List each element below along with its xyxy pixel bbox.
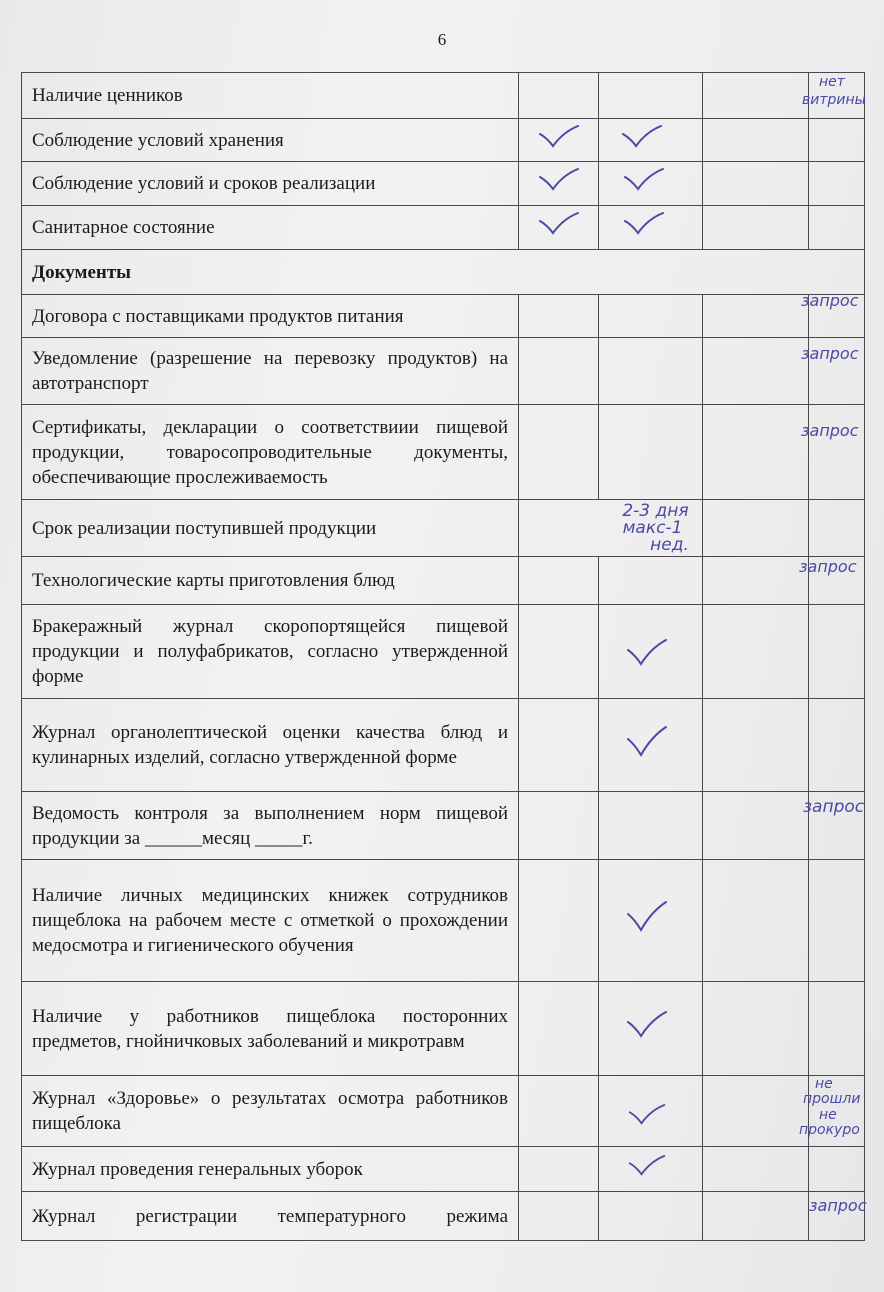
handwritten-remark: запрос bbox=[801, 344, 859, 363]
criterion-label: Санитарное состояние bbox=[22, 206, 519, 250]
mark-cell bbox=[519, 1147, 599, 1192]
criterion-label: Срок реализации поступившей продукции bbox=[22, 500, 519, 557]
mark-cell bbox=[519, 1076, 599, 1147]
mark-cell bbox=[519, 162, 599, 206]
mark-cell bbox=[599, 860, 703, 982]
mark-cell bbox=[703, 557, 809, 605]
handwritten-remark: запрос bbox=[801, 421, 859, 440]
remark-cell bbox=[809, 699, 865, 792]
mark-cell bbox=[703, 860, 809, 982]
mark-cell bbox=[599, 1076, 703, 1147]
handwritten-remark: не bbox=[819, 1107, 837, 1123]
mark-cell bbox=[703, 699, 809, 792]
checkmark-icon bbox=[622, 167, 666, 193]
table-row bbox=[22, 338, 865, 405]
table-row bbox=[22, 295, 865, 338]
criterion-label: Журнал проведения генеральных уборок bbox=[22, 1147, 519, 1192]
checkmark-icon bbox=[537, 124, 581, 150]
handwritten-remark: запрос bbox=[801, 291, 859, 310]
remark-cell bbox=[803, 792, 865, 860]
remark-cell bbox=[809, 162, 865, 206]
checkmark-icon bbox=[620, 124, 664, 150]
mark-cell bbox=[703, 500, 809, 557]
mark-cell bbox=[703, 405, 809, 500]
remark-cell bbox=[801, 338, 865, 405]
mark-cell bbox=[519, 605, 599, 699]
mark-cell bbox=[519, 792, 599, 860]
checkmark-icon bbox=[625, 638, 669, 668]
criterion-label: Сертификаты, декларации о соответствиии пищевой продукции, товаросопроводительные документы, обеспечивающие прослеживаемость bbox=[22, 405, 519, 500]
criterion-label: Договора с поставщиками продуктов питания bbox=[22, 295, 519, 338]
remark-cell bbox=[809, 982, 865, 1076]
remark-cell bbox=[802, 73, 866, 119]
criterion-label: Журнал регистрации температурного режима bbox=[22, 1192, 519, 1241]
table-row bbox=[22, 982, 865, 1076]
mark-cell bbox=[519, 405, 599, 500]
checkmark-icon bbox=[537, 211, 581, 237]
remark-cell bbox=[799, 557, 865, 605]
mark-cell bbox=[703, 295, 809, 338]
handwritten-remark: прокуро bbox=[799, 1122, 860, 1138]
checkmark-icon bbox=[625, 1010, 669, 1040]
mark-cell bbox=[599, 206, 703, 250]
mark-cell bbox=[599, 982, 703, 1076]
mark-cell bbox=[703, 162, 809, 206]
inspection-checklist-table bbox=[21, 72, 865, 1241]
table-row bbox=[22, 119, 865, 162]
table-row bbox=[22, 557, 865, 605]
checkmark-icon bbox=[622, 211, 666, 237]
checkmark-icon bbox=[625, 900, 669, 934]
remark-cell bbox=[809, 119, 865, 162]
mark-cell bbox=[703, 73, 809, 119]
criterion-label: Наличие личных медицинских книжек сотрудников пищеблока на рабочем месте с отметкой о прохождении медосмотра и гигиенического обучения bbox=[22, 860, 519, 982]
section-heading: Документы bbox=[22, 250, 865, 295]
remark-cell bbox=[809, 500, 865, 557]
table-row bbox=[22, 500, 865, 557]
remark-cell bbox=[799, 1076, 865, 1147]
mark-cell bbox=[703, 792, 809, 860]
remark-cell bbox=[809, 860, 865, 982]
handwritten-remark: запрос bbox=[799, 557, 857, 576]
criterion-label: Соблюдение условий и сроков реализации bbox=[22, 162, 519, 206]
table-row bbox=[22, 860, 865, 982]
remark-cell bbox=[801, 405, 865, 500]
mark-cell bbox=[599, 792, 703, 860]
mark-cell bbox=[599, 699, 703, 792]
page-number: 6 bbox=[437, 30, 447, 49]
remark-cell bbox=[801, 291, 865, 338]
mark-cell bbox=[703, 338, 809, 405]
mark-cell bbox=[519, 119, 599, 162]
table-row-section bbox=[22, 250, 865, 295]
mark-cell bbox=[599, 557, 703, 605]
checkmark-icon bbox=[627, 1102, 667, 1128]
mark-cell bbox=[599, 338, 703, 405]
mark-cell bbox=[703, 982, 809, 1076]
mark-cell bbox=[599, 605, 703, 699]
mark-cell bbox=[599, 405, 703, 500]
mark-cell bbox=[519, 699, 599, 792]
handwritten-remark: нет bbox=[819, 74, 845, 90]
criterion-label: Уведомление (разрешение на перевозку продуктов) на автотранспорт bbox=[22, 338, 519, 405]
mark-cell bbox=[519, 206, 599, 250]
table-row bbox=[22, 1147, 865, 1192]
remark-cell bbox=[809, 1147, 865, 1192]
criterion-label: Журнал «Здоровье» о результатах осмотра работников пищеблока bbox=[22, 1076, 519, 1147]
table-row bbox=[22, 1192, 865, 1241]
table-row bbox=[22, 206, 865, 250]
checkmark-icon bbox=[537, 167, 581, 193]
table-row bbox=[22, 162, 865, 206]
table-row bbox=[22, 1076, 865, 1147]
remark-cell bbox=[809, 605, 865, 699]
criterion-label: Журнал органолептической оценки качества блюд и кулинарных изделий, согласно утвержденной форме bbox=[22, 699, 519, 792]
criterion-label: Наличие ценников bbox=[22, 73, 519, 119]
criterion-label: Ведомость контроля за выполнением норм пищевой продукции за ______месяц _____г. bbox=[22, 792, 519, 860]
mark-cell bbox=[703, 119, 809, 162]
mark-cell bbox=[519, 73, 599, 119]
table-row bbox=[22, 605, 865, 699]
handwritten-remark: не bbox=[815, 1076, 833, 1092]
checkmark-icon bbox=[625, 725, 669, 759]
mark-cell bbox=[703, 1076, 809, 1147]
mark-cell bbox=[519, 982, 599, 1076]
mark-cell bbox=[599, 295, 703, 338]
criterion-label: Бракеражный журнал скоропортящейся пищевой продукции и полуфабрикатов, согласно утвержденной форме bbox=[22, 605, 519, 699]
table-row bbox=[22, 792, 865, 860]
mark-cell bbox=[703, 206, 809, 250]
mark-cell bbox=[703, 605, 809, 699]
mark-cell bbox=[599, 119, 703, 162]
mark-cell bbox=[519, 557, 599, 605]
table-row bbox=[22, 699, 865, 792]
handwritten-remark: запрос bbox=[809, 1196, 867, 1215]
table-row bbox=[22, 73, 865, 119]
handwritten-remark: прошли bbox=[803, 1091, 861, 1107]
mark-cell bbox=[519, 338, 599, 405]
remark-cell bbox=[809, 1192, 865, 1241]
mark-cell bbox=[519, 1192, 599, 1241]
mark-cell bbox=[703, 1147, 809, 1192]
mark-cell bbox=[599, 162, 703, 206]
handwritten-note-cell bbox=[519, 500, 703, 557]
criterion-label: Соблюдение условий хранения bbox=[22, 119, 519, 162]
criterion-label: Технологические карты приготовления блюд bbox=[22, 557, 519, 605]
mark-cell bbox=[599, 73, 703, 119]
mark-cell bbox=[519, 860, 599, 982]
handwritten-remark: запрос bbox=[803, 797, 865, 817]
criterion-label: Наличие у работников пищеблока посторонних предметов, гнойничковых заболеваний и микротравм bbox=[22, 982, 519, 1076]
mark-cell bbox=[599, 1192, 703, 1241]
mark-cell bbox=[599, 1147, 703, 1192]
handwritten-remark: витрины bbox=[802, 92, 866, 108]
mark-cell bbox=[519, 295, 599, 338]
checkmark-icon bbox=[627, 1153, 667, 1179]
table-row bbox=[22, 405, 865, 500]
handwritten-note: 2-3 дня макс-1 нед. bbox=[622, 500, 689, 555]
remark-cell bbox=[809, 206, 865, 250]
mark-cell bbox=[703, 1192, 809, 1241]
